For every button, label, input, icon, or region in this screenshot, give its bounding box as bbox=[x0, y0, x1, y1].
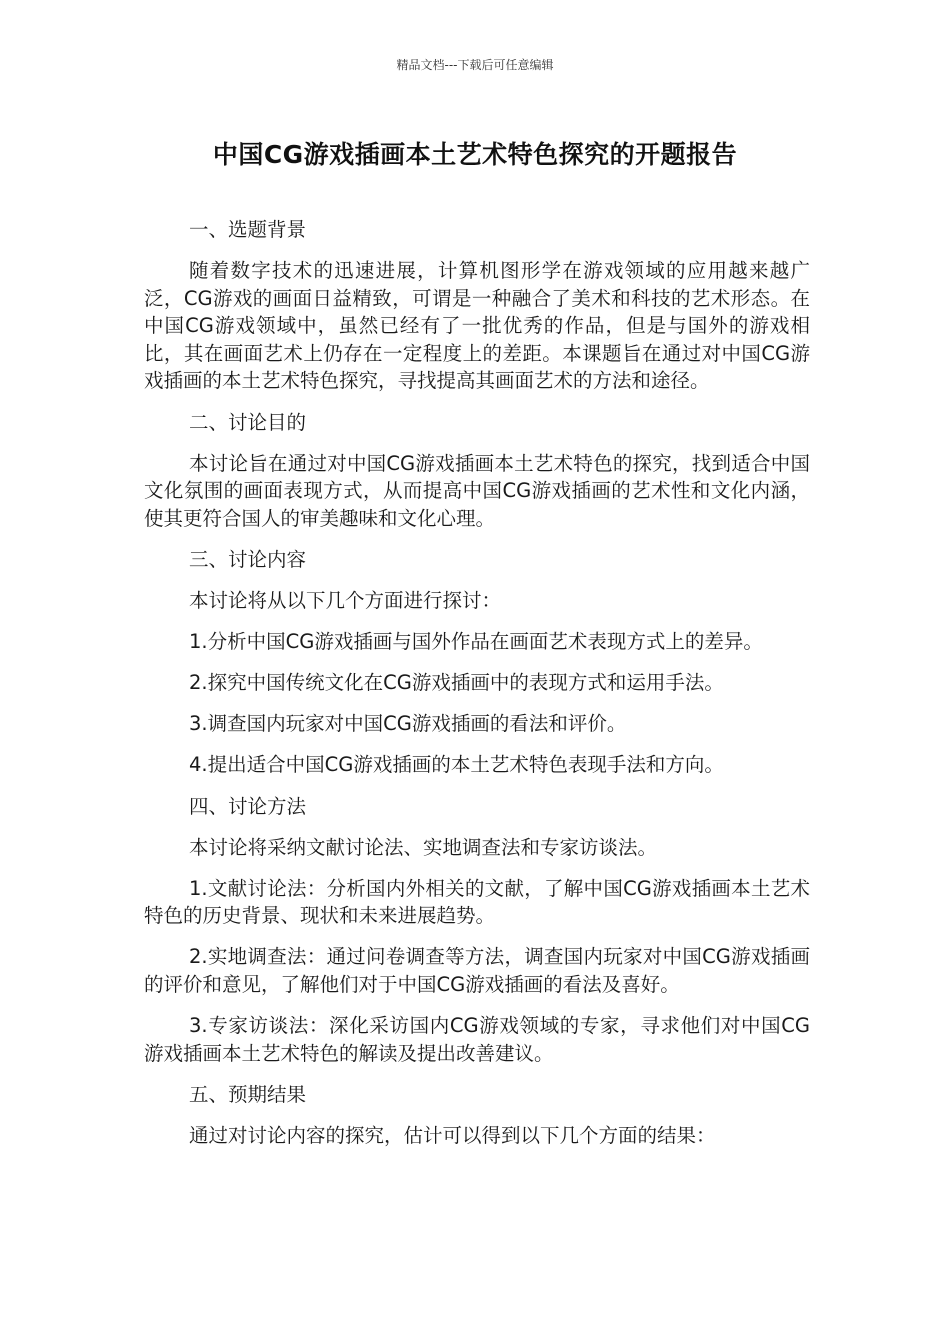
document-title: 中国CG游戏插画本土艺术特色探究的开题报告 bbox=[212, 140, 738, 169]
header-note: 精品文档---下载后可任意编辑 bbox=[396, 58, 554, 72]
paragraph-content-intro: 本讨论将从以下几个方面进行探讨： bbox=[189, 589, 502, 613]
list-item-method-3: 3.专家访谈法：深化采访国内CG游戏领域的专家，寻求他们对中国CG游戏插画本土艺术特色的解读及提出改善建议。 bbox=[144, 1014, 810, 1065]
paragraph-background: 随着数字技术的迅速进展，计算机图形学在游戏领域的应用越来越广泛，CG游戏的画面日益精致，可谓是一种融合了美术和科技的艺术形态。在中国CG游戏领域中，虽然已经有了一批优秀的作品，但是与国外的游戏相比，其在画面艺术上仍存在一定程度上的差距。本课题旨在通过对中国CG游戏插画的本土艺术特色探究，寻找提高其画面艺术的方法和途径。 bbox=[144, 259, 810, 393]
section-heading-method: 四、讨论方法 bbox=[189, 794, 307, 818]
list-item-method-1: 1.文献讨论法：分析国内外相关的文献，了解中国CG游戏插画本土艺术特色的历史背景、现状和未来进展趋势。 bbox=[144, 876, 810, 928]
list-item-content-3: 3.调查国内玩家对中国CG游戏插画的看法和评价。 bbox=[189, 712, 627, 736]
list-item-content-2: 2.探究中国传统文化在CG游戏插画中的表现方式和运用手法。 bbox=[189, 671, 724, 695]
section-heading-content: 三、讨论内容 bbox=[189, 547, 307, 571]
list-item-content-1: 1.分析中国CG游戏插画与国外作品在画面艺术表现方式上的差异。 bbox=[189, 630, 763, 654]
list-item-method-2: 2.实地调查法：通过问卷调查等方法，调查国内玩家对中国CG游戏插画的评价和意见，了解他们对于中国CG游戏插画的看法及喜好。 bbox=[144, 945, 810, 996]
section-heading-results: 五、预期结果 bbox=[189, 1082, 307, 1106]
list-item-content-4: 4.提出适合中国CG游戏插画的本土艺术特色表现手法和方向。 bbox=[189, 753, 724, 777]
paragraph-method-intro: 本讨论将采纳文献讨论法、实地调查法和专家访谈法。 bbox=[189, 835, 658, 859]
section-heading-purpose: 二、讨论目的 bbox=[189, 410, 307, 434]
section-heading-background: 一、选题背景 bbox=[189, 218, 307, 241]
paragraph-purpose: 本讨论旨在通过对中国CG游戏插画本土艺术特色的探究，找到适合中国文化氛围的画面表现方式，从而提高中国CG游戏插画的艺术性和文化内涵，使其更符合国人的审美趣味和文化心理。 bbox=[144, 451, 810, 530]
paragraph-results-intro: 通过对讨论内容的探究，估计可以得到以下几个方面的结果： bbox=[189, 1123, 716, 1147]
document-body bbox=[144, 216, 810, 1163]
